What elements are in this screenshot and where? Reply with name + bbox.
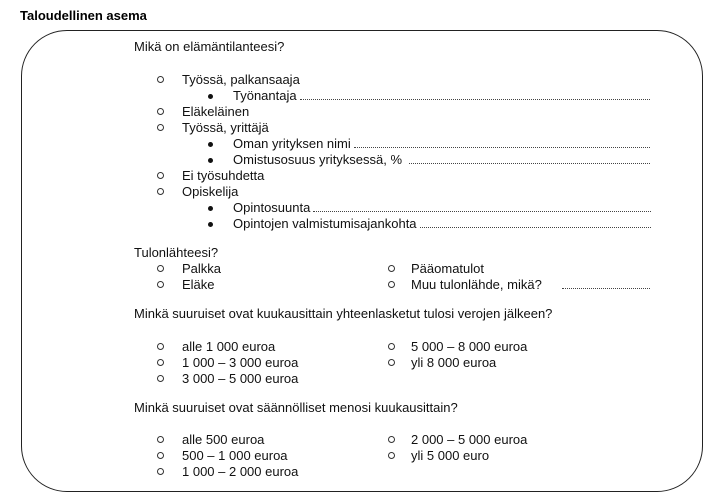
radio-income-under-1000[interactable] (157, 343, 164, 350)
label-field-of-study: Opintosuunta (233, 200, 311, 215)
radio-expenses-under-500[interactable] (157, 436, 164, 443)
option-employee: Työssä, palkansaaja (182, 72, 300, 87)
radio-salary[interactable] (157, 265, 164, 272)
option-retired: Eläkeläinen (182, 104, 250, 119)
option-income-3000-5000: 3 000 – 5 000 euroa (182, 371, 299, 386)
bullet-icon (208, 158, 213, 163)
radio-pension[interactable] (157, 281, 164, 288)
label-graduation-time: Opintojen valmistumisajankohta (233, 216, 417, 231)
radio-income-1000-3000[interactable] (157, 359, 164, 366)
monthly-expenses-question: Minkä suuruiset ovat säännölliset menosi kuukausittain? (134, 400, 458, 415)
radio-other-income[interactable] (388, 281, 395, 288)
label-employer: Työnantaja (233, 88, 297, 103)
option-entrepreneur: Työssä, yrittäjä (182, 120, 269, 135)
bullet-icon (208, 222, 213, 227)
option-no-employment: Ei työsuhdetta (182, 168, 265, 183)
label-ownership: Omistusosuus yrityksessä, % (233, 152, 403, 167)
field-of-study-field[interactable] (313, 211, 651, 212)
option-expenses-2000-5000: 2 000 – 5 000 euroa (411, 432, 528, 447)
bullet-icon (208, 206, 213, 211)
radio-income-3000-5000[interactable] (157, 375, 164, 382)
option-other-income: Muu tulonlähde, mikä? (411, 277, 542, 292)
label-company-name: Oman yrityksen nimi (233, 136, 351, 151)
option-income-over-8000: yli 8 000 euroa (411, 355, 497, 370)
income-sources-question: Tulonlähteesi? (134, 245, 219, 260)
radio-student[interactable] (157, 188, 164, 195)
radio-entrepreneur[interactable] (157, 124, 164, 131)
bullet-icon (208, 142, 213, 147)
option-salary: Palkka (182, 261, 222, 276)
radio-income-5000-8000[interactable] (388, 343, 395, 350)
option-student: Opiskelija (182, 184, 239, 199)
radio-no-employment[interactable] (157, 172, 164, 179)
option-expenses-500-1000: 500 – 1 000 euroa (182, 448, 288, 463)
monthly-income-question: Minkä suuruiset ovat kuukausittain yhteenlasketut tulosi verojen jälkeen? (134, 306, 553, 321)
option-expenses-1000-2000: 1 000 – 2 000 euroa (182, 464, 299, 479)
radio-expenses-over-5000[interactable] (388, 452, 395, 459)
page-title: Taloudellinen asema (20, 8, 147, 23)
radio-capital-income[interactable] (388, 265, 395, 272)
bullet-icon (208, 94, 213, 99)
radio-retired[interactable] (157, 108, 164, 115)
employer-field[interactable] (300, 99, 650, 100)
option-pension: Eläke (182, 277, 215, 292)
radio-expenses-500-1000[interactable] (157, 452, 164, 459)
graduation-time-field[interactable] (420, 227, 651, 228)
life-situation-question: Mikä on elämäntilanteesi? (134, 39, 285, 54)
other-income-field[interactable] (562, 288, 650, 289)
ownership-field[interactable] (409, 163, 650, 164)
option-income-under-1000: alle 1 000 euroa (182, 339, 276, 354)
radio-expenses-2000-5000[interactable] (388, 436, 395, 443)
radio-expenses-1000-2000[interactable] (157, 468, 164, 475)
option-income-1000-3000: 1 000 – 3 000 euroa (182, 355, 299, 370)
company-name-field[interactable] (354, 147, 650, 148)
option-expenses-under-500: alle 500 euroa (182, 432, 265, 447)
option-expenses-over-5000: yli 5 000 euro (411, 448, 490, 463)
radio-employee[interactable] (157, 76, 164, 83)
radio-income-over-8000[interactable] (388, 359, 395, 366)
option-capital-income: Pääomatulot (411, 261, 484, 276)
option-income-5000-8000: 5 000 – 8 000 euroa (411, 339, 528, 354)
